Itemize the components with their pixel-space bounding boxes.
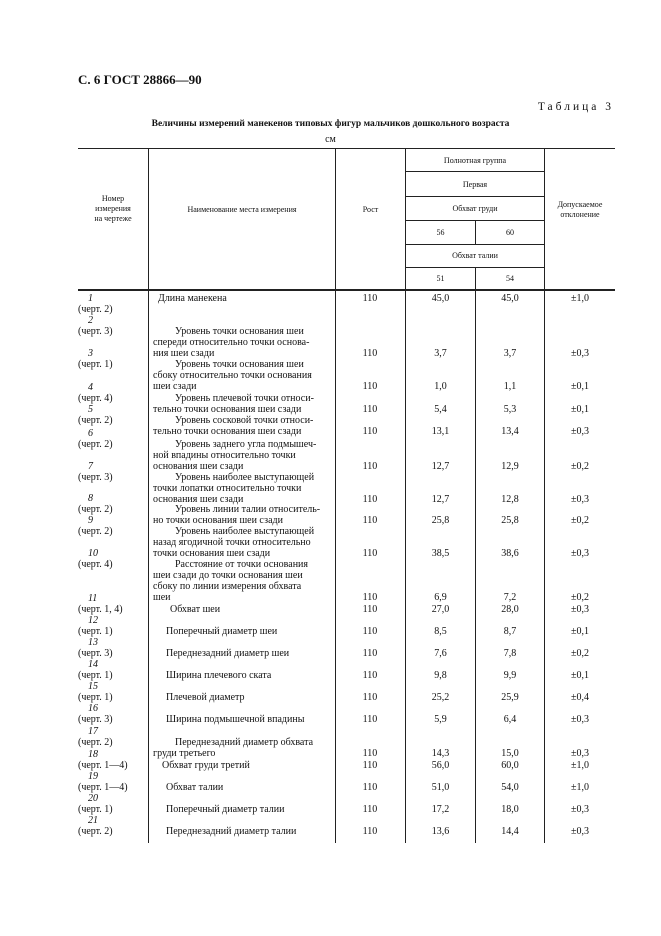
row-value-first: 13,1	[431, 426, 450, 437]
row-name-line: шеи сзади	[153, 381, 197, 392]
row-value-second: 13,4	[501, 426, 519, 437]
page-header: С. 6 ГОСТ 28866—90	[78, 72, 202, 87]
row-chart-ref: (черт. 1, 4)	[78, 604, 123, 615]
row-number: 10	[88, 548, 98, 559]
row-value-second: 18,0	[501, 804, 519, 815]
row-height: 110	[362, 804, 378, 815]
row-height: 110	[362, 293, 378, 304]
row-chart-ref: (черт. 2)	[78, 737, 113, 748]
row-value-first: 7,6	[434, 648, 447, 659]
row-number: 11	[88, 593, 98, 604]
row-value-first: 17,2	[431, 804, 450, 815]
row-name-line: точки лопатки относительно точки	[153, 483, 302, 494]
row-name-line: тельно точки основания шеи сзади	[153, 404, 302, 415]
row-tolerance: ±0,1	[571, 626, 589, 637]
row-value-first: 8,5	[434, 626, 447, 637]
row-name	[153, 326, 332, 359]
row-name-line: основания шеи сзади	[153, 461, 244, 472]
row-height: 110	[362, 461, 378, 472]
row-value-second: 5,3	[503, 404, 517, 415]
row-name-line: Уровень точки основания шеи	[175, 359, 304, 370]
row-value-second: 28,0	[501, 604, 519, 615]
header-chest-title: Обхват груди	[452, 204, 498, 213]
row-tolerance: ±0,3	[571, 604, 589, 615]
row-name-line: Ширина подмышечной впадины	[166, 714, 305, 725]
rule	[406, 171, 544, 172]
row-tolerance: ±1,0	[571, 760, 589, 771]
row-height: 110	[362, 826, 378, 837]
row-name	[153, 737, 332, 759]
row-name-line: Расстояние от точки основания	[175, 559, 308, 570]
row-name-line: Плечевой диаметр	[166, 692, 245, 703]
row-number: 17	[88, 726, 98, 737]
row-height: 110	[362, 626, 378, 637]
row-number: 7	[88, 461, 93, 472]
row-chart-ref: (черт. 2)	[78, 504, 113, 515]
row-chart-ref: (черт. 3)	[78, 326, 113, 337]
row-value-second: 7,2	[503, 592, 517, 603]
row-tolerance: ±0,3	[571, 426, 589, 437]
row-height: 110	[362, 426, 378, 437]
row-value-first: 1,0	[434, 381, 447, 392]
row-name	[153, 782, 332, 793]
row-tolerance: ±0,3	[571, 348, 589, 359]
row-value-first: 5,9	[434, 714, 447, 725]
row-chart-ref: (черт. 4)	[78, 393, 113, 404]
header-waist-title: Обхват талии	[452, 251, 498, 260]
row-value-second: 54,0	[501, 782, 519, 793]
row-value-first: 12,7	[431, 461, 450, 472]
row-height: 110	[362, 782, 378, 793]
row-value-first: 14,3	[431, 748, 450, 759]
row-height: 110	[362, 548, 378, 559]
row-tolerance: ±0,2	[571, 515, 589, 526]
row-height: 110	[362, 604, 378, 615]
row-number: 4	[88, 382, 93, 393]
row-name-line: сбоку по линии измерения обхвата	[153, 581, 302, 592]
row-chart-ref: (черт. 3)	[78, 472, 113, 483]
row-height: 110	[362, 692, 378, 703]
row-tolerance: ±0,3	[571, 494, 589, 505]
rule-header-bottom	[78, 289, 615, 291]
row-name	[153, 472, 332, 505]
header-chest-60: 60	[506, 228, 514, 237]
row-value-second: 8,7	[503, 626, 517, 637]
row-name-line: Уровень наиболее выступающей	[175, 472, 315, 483]
row-chart-ref: (черт. 4)	[78, 559, 113, 570]
row-height: 110	[362, 760, 378, 771]
row-tolerance: ±0,3	[571, 748, 589, 759]
row-number: 8	[88, 493, 93, 504]
row-value-first: 45,0	[431, 293, 450, 304]
row-tolerance: ±0,2	[571, 461, 589, 472]
row-name-line: Уровень линии талии относитель-	[175, 504, 321, 515]
row-value-second: 12,9	[501, 461, 519, 472]
row-name-line: Поперечный диаметр шеи	[166, 626, 278, 637]
row-tolerance: ±0,3	[571, 826, 589, 837]
row-chart-ref: (черт. 1)	[78, 359, 113, 370]
row-name-line: Уровень плечевой точки относи-	[175, 393, 314, 404]
row-name-line: Поперечный диаметр талии	[166, 804, 285, 815]
row-name-line: тельно точки основания шеи сзади	[153, 426, 302, 437]
row-number: 5	[88, 404, 93, 415]
row-value-first: 3,7	[434, 348, 447, 359]
row-value-second: 3,7	[503, 348, 517, 359]
row-name	[153, 826, 332, 837]
row-chart-ref: (черт. 2)	[78, 526, 113, 537]
row-name-line: Уровень заднего угла подмышеч-	[175, 439, 317, 450]
row-name-line: спереди относительно точки основа-	[153, 337, 310, 348]
row-value-second: 6,4	[503, 714, 517, 725]
row-chart-ref: (черт. 3)	[78, 648, 113, 659]
row-height: 110	[362, 515, 378, 526]
row-name	[153, 760, 332, 771]
row-height: 110	[362, 670, 378, 681]
unit-label: см	[325, 134, 336, 145]
rule-top	[78, 148, 615, 149]
row-value-second: 38,6	[501, 548, 519, 559]
row-value-second: 14,4	[501, 826, 519, 837]
row-chart-ref: (черт. 3)	[78, 714, 113, 725]
row-name	[153, 714, 332, 725]
row-chart-ref: (черт. 1)	[78, 670, 113, 681]
row-name-line: Уровень сосковой точки относи-	[175, 415, 314, 426]
row-value-second: 9,9	[503, 670, 517, 681]
row-chart-ref: (черт. 2)	[78, 826, 113, 837]
row-name-line: ной впадины относительно точки	[153, 450, 296, 461]
row-value-first: 51,0	[431, 782, 450, 793]
header-waist-51: 51	[436, 274, 445, 283]
row-name-line: сбоку относительно точки основания	[153, 370, 312, 381]
row-chart-ref: (черт. 2)	[78, 439, 113, 450]
row-name-line: Переднезадний диаметр шеи	[166, 648, 290, 659]
row-value-first: 6,9	[434, 592, 447, 603]
row-value-first: 13,6	[431, 826, 450, 837]
row-name-line: груди третьего	[153, 748, 216, 759]
header-text: Номер	[101, 194, 125, 203]
row-value-first: 12,7	[431, 494, 450, 505]
row-name	[153, 439, 332, 472]
row-value-second: 12,8	[501, 494, 519, 505]
row-value-first: 5,4	[434, 404, 447, 415]
row-tolerance: ±0,3	[571, 714, 589, 725]
row-name-line: Ширина плечевого ската	[166, 670, 272, 681]
row-value-first: 27,0	[431, 604, 450, 615]
row-name	[153, 804, 332, 815]
row-name	[153, 670, 332, 681]
row-name-line: Обхват груди третий	[162, 760, 250, 771]
row-chart-ref: (черт. 1—4)	[78, 760, 128, 771]
table-number: Таблица 3	[537, 101, 614, 113]
header-group-title: Полнотная группа	[443, 156, 507, 165]
row-height: 110	[362, 748, 378, 759]
row-tolerance: ±0,2	[571, 648, 589, 659]
row-number: 9	[88, 515, 93, 526]
row-value-second: 45,0	[501, 293, 519, 304]
row-name-line: шеи сзади до точки основания шеи	[153, 570, 303, 581]
header-number	[78, 194, 148, 224]
row-number: 16	[88, 703, 98, 714]
row-chart-ref: (черт. 1)	[78, 626, 113, 637]
row-chart-ref: (черт. 2)	[78, 304, 113, 315]
table-caption: Величины измерений манекенов типовых фигур мальчиков дошкольного возраста	[151, 119, 510, 129]
header-text: отклонение	[560, 210, 600, 219]
row-name	[153, 648, 332, 659]
row-name	[153, 692, 332, 703]
row-tolerance: ±0,1	[571, 381, 589, 392]
row-number: 20	[88, 793, 98, 804]
row-name	[153, 504, 332, 526]
row-height: 110	[362, 348, 378, 359]
row-name	[153, 604, 332, 615]
header-chest-56: 56	[436, 228, 445, 237]
row-value-first: 25,2	[431, 692, 450, 703]
row-number: 6	[88, 428, 93, 439]
row-value-first: 56,0	[431, 760, 450, 771]
row-height: 110	[362, 404, 378, 415]
row-tolerance: ±1,0	[571, 782, 589, 793]
header-text: на чертеже	[94, 214, 132, 223]
row-name-line: Обхват талии	[166, 782, 224, 793]
row-height: 110	[362, 381, 378, 392]
rule	[406, 196, 544, 197]
row-name	[153, 393, 332, 415]
row-name	[153, 359, 332, 392]
col-divider	[148, 148, 149, 843]
row-name	[153, 526, 332, 559]
row-height: 110	[362, 648, 378, 659]
row-name	[153, 626, 332, 637]
row-tolerance: ±1,0	[571, 293, 589, 304]
row-tolerance: ±0,3	[571, 548, 589, 559]
row-name-line: основания шеи сзади	[153, 494, 244, 505]
row-name-line: Длина манекена	[158, 293, 227, 304]
row-name	[153, 293, 332, 304]
row-tolerance: ±0,3	[571, 804, 589, 815]
row-value-first: 38,5	[431, 548, 450, 559]
row-tolerance: ±0,2	[571, 592, 589, 603]
row-chart-ref: (черт. 1—4)	[78, 782, 128, 793]
row-height: 110	[362, 714, 378, 725]
row-number: 19	[88, 771, 98, 782]
header-tolerance	[545, 200, 615, 220]
row-chart-ref: (черт. 1)	[78, 804, 113, 815]
row-name-line: шеи	[153, 592, 171, 603]
header-group-value: Первая	[462, 180, 488, 189]
row-name-line: ния шеи сзади	[153, 348, 215, 359]
header-height: Рост	[362, 205, 379, 214]
rule	[406, 244, 544, 245]
row-value-second: 15,0	[501, 748, 519, 759]
row-chart-ref: (черт. 2)	[78, 415, 113, 426]
row-tolerance: ±0,1	[571, 404, 589, 415]
row-value-second: 60,0	[501, 760, 519, 771]
row-name-line: Обхват шеи	[170, 604, 221, 615]
header-waist-54: 54	[506, 274, 514, 283]
row-name-line: Переднезадний диаметр талии	[166, 826, 297, 837]
row-height: 110	[362, 494, 378, 505]
row-number: 15	[88, 681, 98, 692]
header-name: Наименование места измерения	[187, 205, 297, 214]
row-tolerance: ±0,4	[571, 692, 589, 703]
row-name-line: Переднезадний диаметр обхвата	[175, 737, 314, 748]
row-chart-ref: (черт. 1)	[78, 692, 113, 703]
row-name-line: точки основания шеи сзади	[153, 548, 271, 559]
header-text: измерения	[95, 204, 131, 213]
row-value-first: 25,8	[431, 515, 450, 526]
row-name	[153, 415, 332, 437]
row-value-second: 1,1	[503, 381, 517, 392]
row-number: 3	[88, 348, 93, 359]
row-number: 1	[88, 293, 93, 304]
row-height: 110	[362, 592, 378, 603]
row-value-second: 25,8	[501, 515, 519, 526]
row-number: 2	[88, 315, 93, 326]
row-number: 21	[88, 815, 98, 826]
row-value-second: 25,9	[501, 692, 519, 703]
header-text: Допускаемое	[557, 200, 603, 209]
row-number: 14	[88, 659, 98, 670]
row-name	[153, 559, 332, 603]
row-name-line: Уровень наиболее выступающей	[175, 526, 315, 537]
row-number: 18	[88, 749, 98, 760]
row-name-line: назад ягодичной точки относительно	[153, 537, 311, 548]
row-number: 12	[88, 615, 98, 626]
row-number: 13	[88, 637, 98, 648]
row-value-first: 9,8	[434, 670, 447, 681]
row-name-line: но точки основания шеи сзади	[153, 515, 283, 526]
row-value-second: 7,8	[503, 648, 517, 659]
row-name-line: Уровень точки основания шеи	[175, 326, 304, 337]
row-tolerance: ±0,1	[571, 670, 589, 681]
